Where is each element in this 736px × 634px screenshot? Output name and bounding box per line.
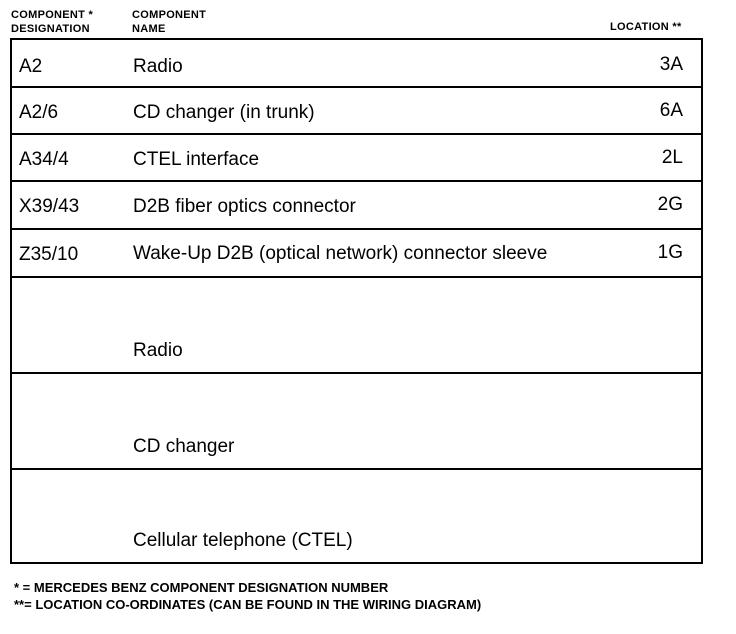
component-name: CTEL interface: [133, 149, 260, 170]
group-row: [12, 374, 701, 470]
component-designation: A2/6: [19, 102, 59, 123]
component-designation: A2: [19, 56, 43, 77]
component-name: CD changer (in trunk): [133, 102, 315, 123]
component-location: 2G: [657, 194, 683, 215]
component-name: Wake-Up D2B (optical network) connector sleeve: [133, 243, 548, 264]
component-location: 1G: [657, 242, 683, 263]
group-label: Radio: [133, 340, 183, 361]
component-table: [10, 38, 703, 564]
group-label: Cellular telephone (CTEL): [133, 530, 353, 551]
header-component-name: COMPONENT NAME: [132, 9, 207, 35]
header-designation: COMPONENT * DESIGNATION: [11, 9, 94, 35]
component-name: D2B fiber optics connector: [133, 196, 356, 217]
footnote-designation: * = MERCEDES BENZ COMPONENT DESIGNATION NUMBER: [14, 580, 389, 595]
table-row: [12, 40, 701, 88]
group-label: CD changer: [133, 436, 235, 457]
table-row: [12, 230, 701, 278]
component-designation: X39/43: [19, 196, 80, 217]
group-row: [12, 278, 701, 374]
header-location: LOCATION **: [610, 21, 682, 33]
component-location: 3A: [659, 54, 683, 75]
footnote-location: **= LOCATION CO-ORDINATES (CAN BE FOUND IN THE WIRING DIAGRAM): [14, 597, 482, 612]
component-designation: Z35/10: [19, 244, 79, 265]
component-designation: A34/4: [19, 149, 69, 170]
table-row: [12, 135, 701, 182]
table-row: [12, 88, 701, 135]
component-name: Radio: [133, 56, 183, 77]
table-row: [12, 182, 701, 230]
component-location: 2L: [661, 147, 683, 168]
group-row: [12, 470, 701, 562]
component-location: 6A: [659, 100, 683, 121]
